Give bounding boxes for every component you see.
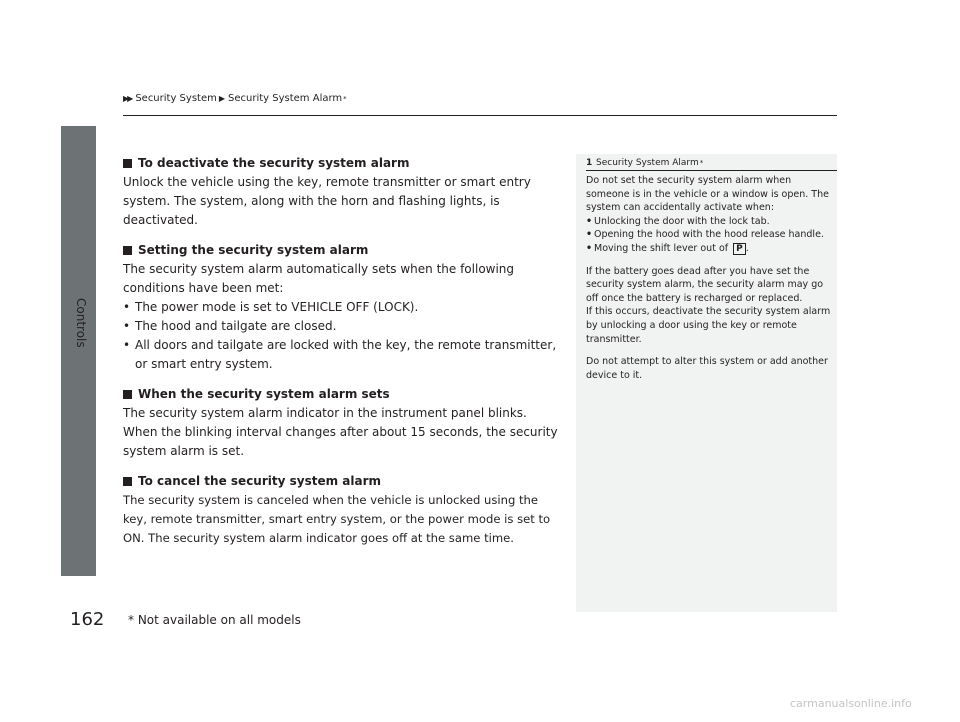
sidebar-title-asterisk: * [699,159,704,167]
section-heading-text: To deactivate the security system alarm [138,156,410,170]
sidebar-ref-number: 1 [586,158,593,168]
chapter-label: Controls [74,298,88,348]
header-rule [123,115,837,116]
list-item: • The hood and tailgate are closed. [123,317,563,336]
section-setting [123,241,563,374]
section-heading-text: Setting the security system alarm [138,243,369,257]
list-item: • Opening the hood with the hood release handle. [586,228,834,242]
main-content [123,154,563,559]
section-text: The security system alarm automatically sets when the following conditions have been met: [123,262,515,295]
sidebar-battery-note: If the battery goes dead after you have set the security system alarm, the security alarm may go off once the battery is recharged or replaced. [586,265,824,304]
shift-bullet-prefix: Moving the shift lever out of [594,242,729,254]
section-heading [123,154,563,173]
section-cancel [123,472,563,548]
breadcrumb-arrow-icon: ▶▶ [123,94,132,103]
section-heading-text: To cancel the security system alarm [138,474,382,488]
sidebar-body [586,174,834,382]
sidebar-rule [586,170,837,171]
list-item: • Unlocking the door with the lock tab. [586,215,834,229]
heading-square-icon [123,390,132,399]
section-text: Unlock the vehicle using the key, remote transmitter or smart entry system. The system, along with the horn and flashing lights, is deactivated. [123,175,531,227]
shift-bullet-suffix: . [745,242,749,254]
section-heading-text: When the security system alarm sets [138,387,390,401]
section-when-sets [123,385,563,461]
section-heading [123,241,563,260]
sidebar-deactivate-note: If this occurs, deactivate the security system alarm by unlocking a door using the key or remote transmitter. [586,306,831,345]
page-number: 162 [70,609,105,630]
heading-square-icon [123,159,132,168]
breadcrumb-asterisk: * [343,94,347,103]
chapter-side-tab [61,126,96,576]
section-heading [123,472,563,491]
section-heading [123,385,563,404]
section-deactivate [123,154,563,230]
sidebar-title [586,158,836,168]
breadcrumb [123,93,347,104]
sidebar-intro: Do not set the security system alarm when someone is in the vehicle or a window is open. The system can accidentally activate when: [586,175,829,214]
sidebar-title-text: Security System Alarm [596,158,699,168]
watermark: carmanualsonline.info [790,697,912,710]
park-position-icon: P [733,243,746,255]
list-item: • All doors and tailgate are locked with the key, the remote transmitter, or smart entry system. [123,336,563,374]
conditions-list [123,298,563,374]
heading-square-icon [123,246,132,255]
footnote: * Not available on all models [128,613,301,627]
section-text: The security system is canceled when the vehicle is unlocked using the key, remote transmitter, smart entry system, or the power mode is set to ON. The security system alarm indicator goes off at the same time. [123,493,551,545]
breadcrumb-item-security-system-alarm[interactable]: Security System Alarm [228,93,343,104]
list-item: • The power mode is set to VEHICLE OFF (LOCK). [123,298,563,317]
breadcrumb-item-security-system[interactable]: Security System [135,93,217,104]
sidebar-alter-note: Do not attempt to alter this system or add another device to it. [586,356,828,381]
heading-square-icon [123,477,132,486]
list-item [586,242,834,256]
breadcrumb-separator-icon: ▶ [218,94,226,103]
section-text: The security system alarm indicator in the instrument panel blinks. When the blinking interval changes after about 15 seconds, the security system alarm is set. [123,406,558,458]
